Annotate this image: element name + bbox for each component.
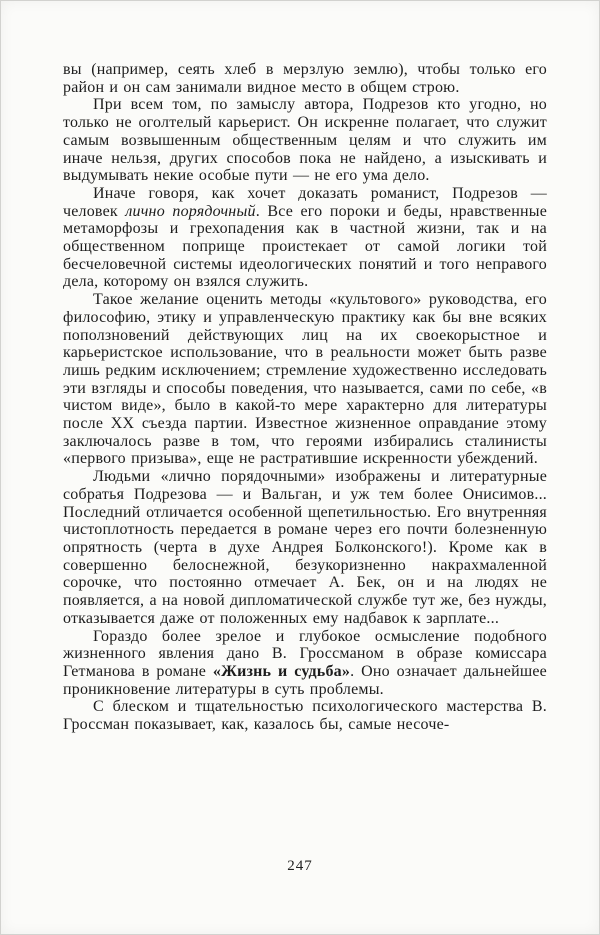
paragraph-4: Такое желание оценить методы «культового» руководства, его философию, этику и управленческую практику как бы вне всяких поползновений действующих лиц на их своекорыстное и карьеристское использование, что в реальности может быть разве лишь редким исключением; стремление художественно исследовать эти взгляды и способы поведения, что называется, сами по себе, «в чистом виде», было в какой-то мере характерно для литературы после XX съезда партии. Известное жизненное оправдание этому заключалось разве в том, что героями избирались сталинисты «первого призыва», еще не растратившие искренности убеждений. <box>63 291 547 468</box>
paragraph-6-text: Гораздо более зрелое и глубокое осмысление подобного жизненного явления дано В. Гроссманом в образе комиссара Гетманова в романе <box>63 627 547 680</box>
emphasis-italic-phrase: лично порядочный <box>125 202 256 220</box>
paragraph-2: При всем том, по замыслу автора, Подрезов кто угодно, но только не оголтелый карьерист. Он искренне полагает, что служит самым возвышенным общественным целям и что служить им иначе нельзя, других способов пока не найдено, а изыскивать и выдумывать некие особые пути — не его ума дело. <box>63 96 547 185</box>
paragraph-7: С блеском и тщательностью психологического мастерства В. Гроссман показывает, как, казалось бы, самые несоче- <box>63 698 547 734</box>
page-number: 247 <box>287 858 313 874</box>
paragraph-3 <box>63 185 547 291</box>
paragraph-6 <box>63 628 547 699</box>
paragraph-5: Людьми «лично порядочными» изображены и литературные собратья Подрезова — и Вальган, и уж тем более Онисимов... Последний отличается особенной щепетильностью. Его внутренняя чистоплотность передается в романе через его почти болезненную опрятность (черта в духе Андрея Болконского!). Кроме как в совершенно белоснежной, безукоризненно накрахмаленной сорочке, что постоянно отмечает А. Бек, он и на людях не появляется, а на новой дипломатической службе тут же, без нужды, отказывается даже от положенных ему надбавок к зарплате... <box>63 468 547 627</box>
paragraph-3-text-after: . Все его пороки и беды, нравственные метаморфозы и грехопадения как в частной жизни, так и на общественном поприще проистекает от самой логики той бесчеловечной системы идеологических понятий и того неправого дела, которому он взялся служить. <box>63 202 547 291</box>
paragraph-1-continuation: вы (например, сеять хлеб в мерзлую землю), чтобы только его район и он сам занимали видное место в общем строю. <box>63 61 547 96</box>
paragraph-6-text-after: . Оно означает дальнейшее проникновение литературы в суть проблемы. <box>63 662 547 698</box>
book-title-bold: «Жизнь и судьба» <box>212 662 351 680</box>
paragraph-3-text: Иначе говоря, как хочет доказать романист, Подрезов — человек <box>63 184 547 220</box>
page-text <box>63 61 547 734</box>
